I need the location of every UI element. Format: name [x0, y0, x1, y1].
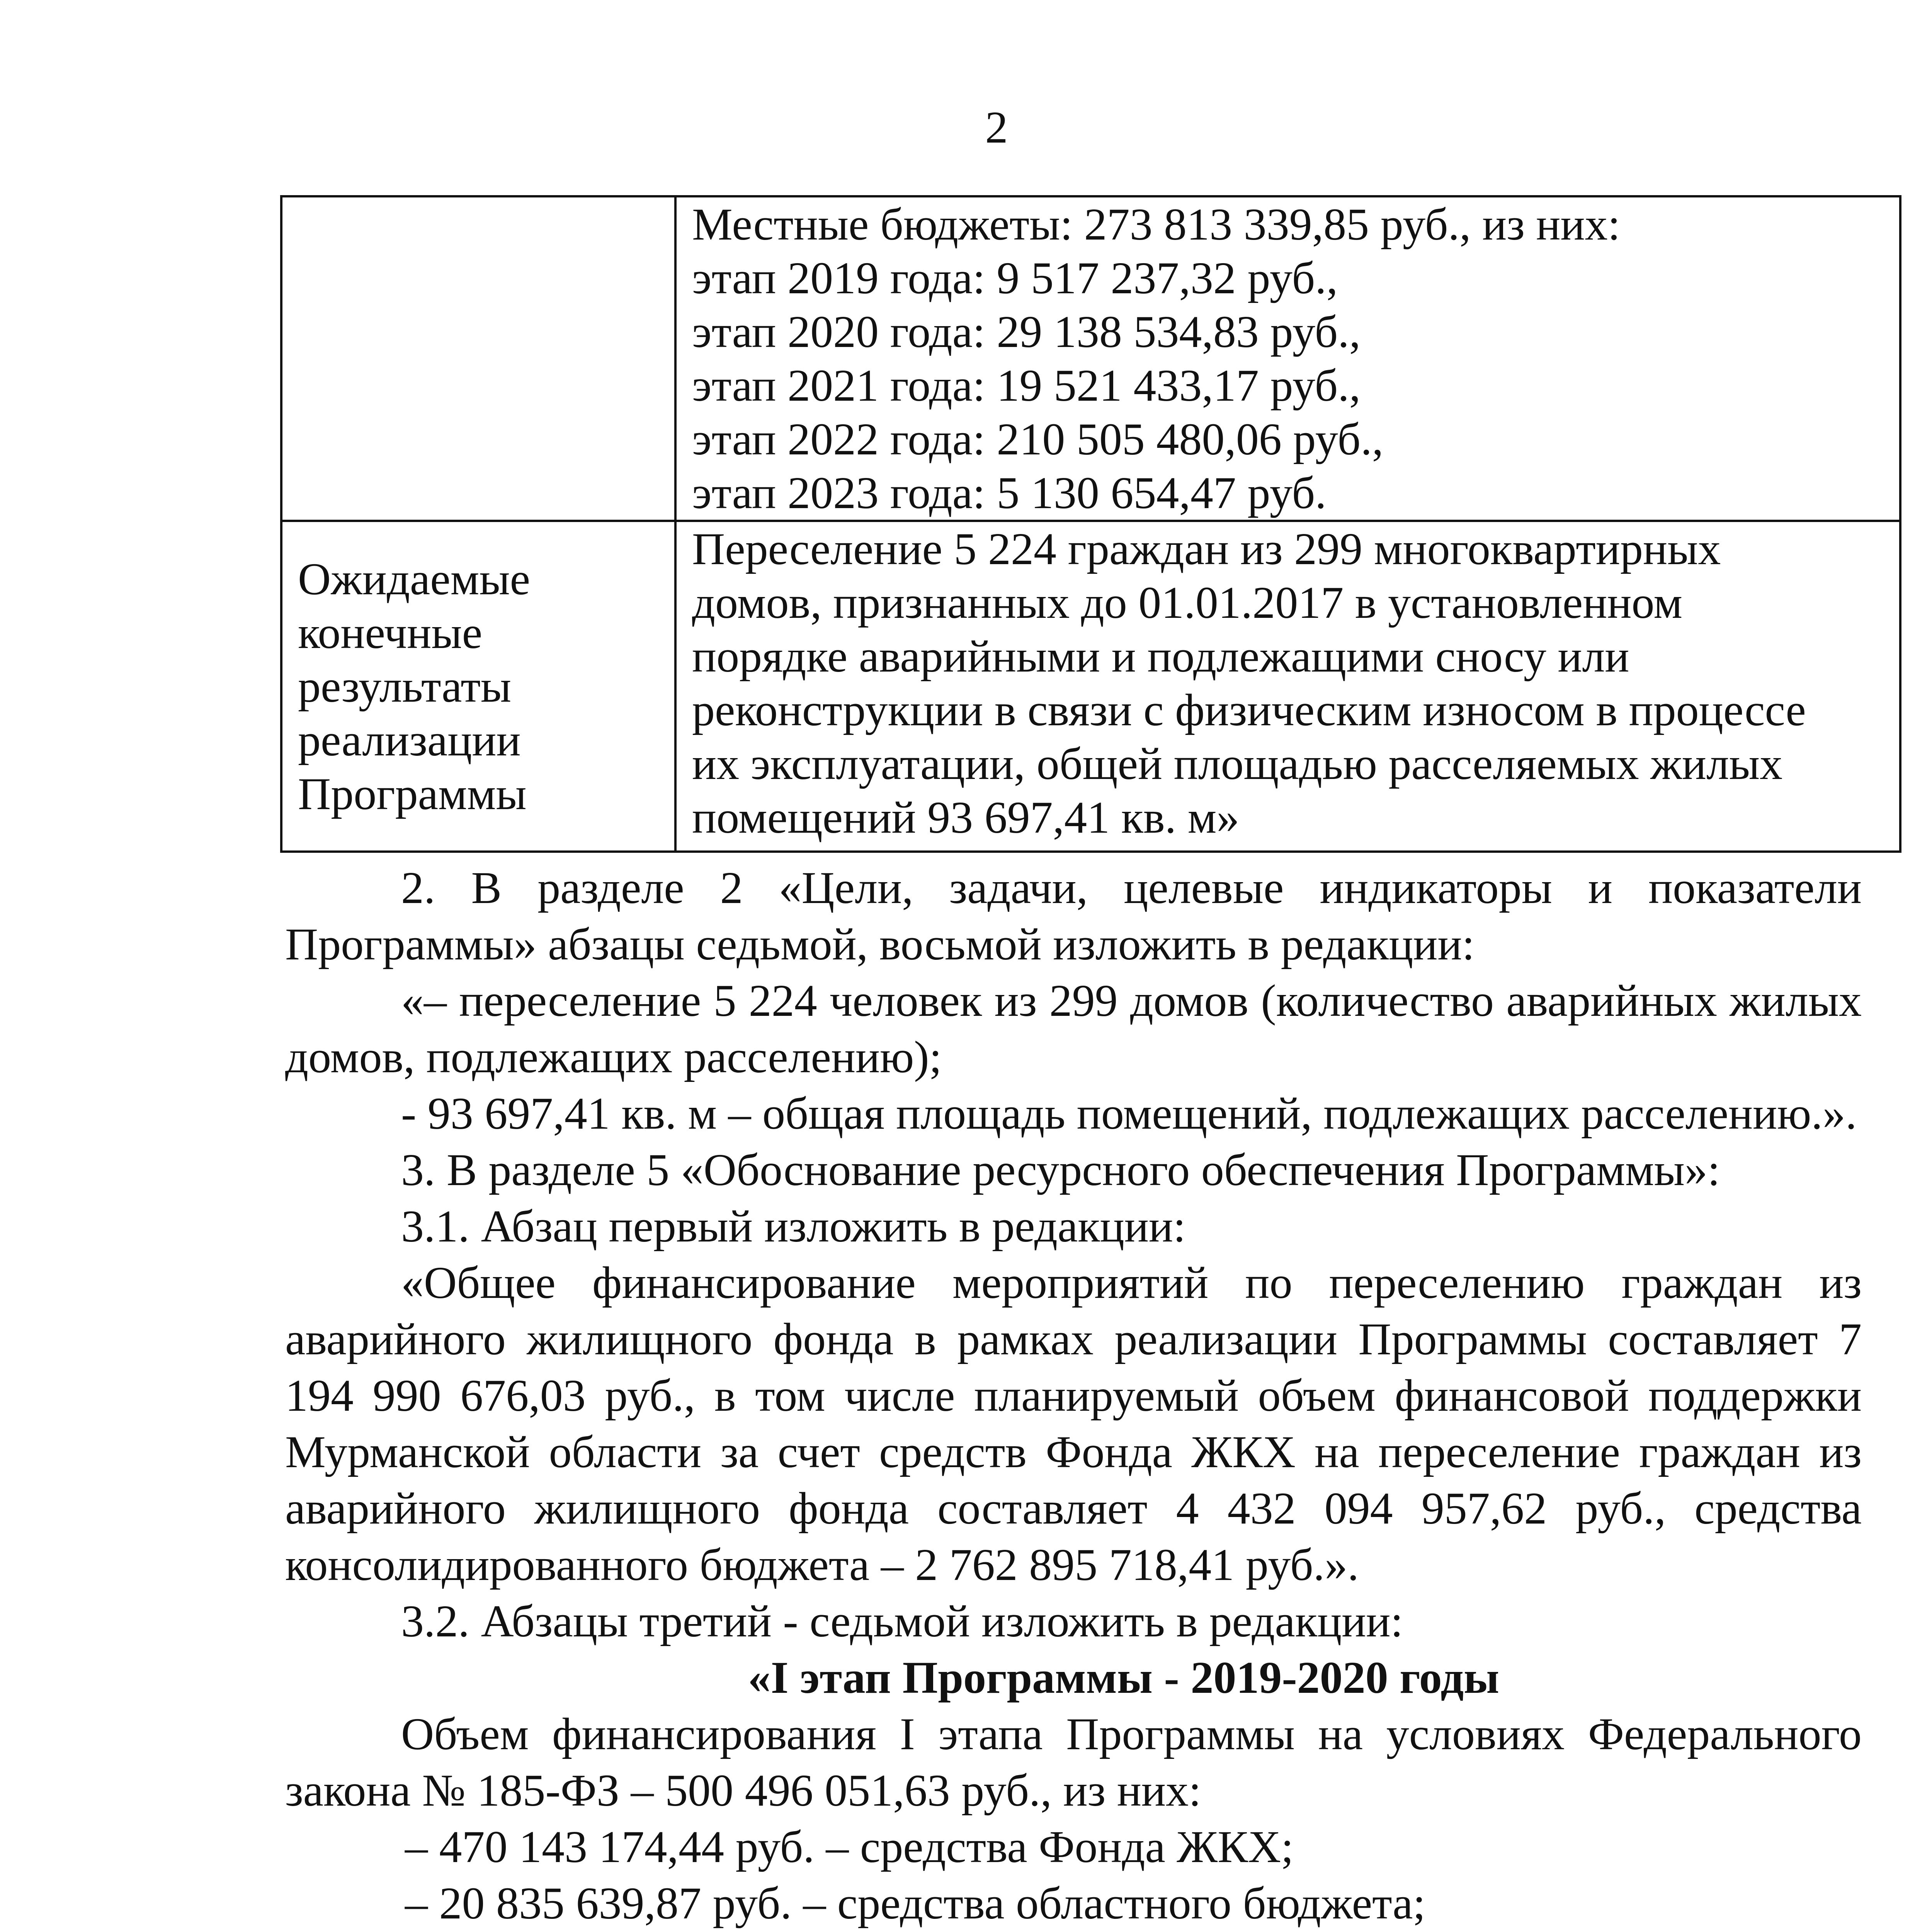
stage-2021-budget: этап 2021 года: 19 521 433,17 руб.,	[692, 360, 1361, 411]
paragraph-section-5: 3. В разделе 5 «Обоснование ресурсного обеспечения Программы»:	[401, 1145, 1720, 1195]
page-number: 2	[985, 102, 1008, 153]
stage-2019-budget: этап 2019 года: 9 517 237,32 руб.,	[692, 253, 1338, 303]
paragraph-total-area: - 93 697,41 кв. м – общая площадь помещений, подлежащих расселению.».	[401, 1088, 1857, 1139]
table-row-expected-results	[281, 521, 1900, 852]
heading-stage-1: «I этап Программы - 2019-2020 годы	[748, 1652, 1500, 1703]
document-body	[285, 860, 1862, 1932]
label-line: реализации	[298, 714, 521, 765]
empty-label-cell	[281, 196, 675, 521]
list-item: – 470 143 174,44 руб. – средства Фонда ЖКХ;	[405, 1821, 1294, 1872]
table-row-local-budgets	[281, 196, 1900, 521]
value-line: реконструкции в связи с физическим износом в процессе	[692, 685, 1806, 735]
label-line: результаты	[298, 661, 512, 712]
local-budgets-total: Местные бюджеты: 273 813 339,85 руб., из них:	[692, 199, 1621, 250]
paragraph-section-2-amendment: 2. В разделе 2 «Цели, задачи, целевые индикаторы и показатели Программы» абзацы седьмой, восьмой изложить в редакции:	[285, 862, 1862, 969]
paragraph-total-financing: «Общее финансирование мероприятий по переселению граждан из аварийного жилищного фонда в рамках реализации Программы составляет 7 194 990 676,03 руб., в том числе планируемый объем финансовой поддержки Мурманской области за счет средств Фонда ЖКХ на переселение граждан из аварийного жилищного фонда составляет 4 432 094 957,62 руб., средства консолидированного бюджета – 2 762 895 718,41 руб.».	[285, 1257, 1862, 1590]
label-line: Ожидаемые	[298, 553, 531, 604]
value-line: их эксплуатации, общей площадью расселяемых жилых	[692, 738, 1783, 789]
stage-2020-budget: этап 2020 года: 29 138 534,83 руб.,	[692, 306, 1361, 357]
expected-results-label	[281, 521, 675, 852]
paragraph-stage-1-financing: Объем финансирования I этапа Программы на условиях Федерального закона № 185-ФЗ – 500 496 051,63 руб., из них:	[285, 1709, 1862, 1816]
local-budgets-cell	[675, 196, 1900, 521]
label-line: Программы	[298, 768, 527, 819]
list-item: – 20 835 639,87 руб. – средства областного бюджета;	[405, 1878, 1426, 1929]
paragraph-resettlement-count: «– переселение 5 224 человек из 299 домов (количество аварийных жилых домов, подлежащих расселению);	[285, 975, 1862, 1082]
stage-2023-budget: этап 2023 года: 5 130 654,47 руб.	[692, 468, 1327, 518]
value-line: Переселение 5 224 граждан из 299 многоквартирных	[692, 524, 1721, 574]
label-line: конечные	[298, 607, 483, 658]
value-line: домов, признанных до 01.01.2017 в установленном	[692, 577, 1682, 628]
program-passport-table	[280, 195, 1901, 853]
expected-results-value	[675, 521, 1900, 852]
value-line: порядке аварийными и подлежащими сносу или	[692, 631, 1629, 682]
paragraph-3-1: 3.1. Абзац первый изложить в редакции:	[401, 1201, 1186, 1252]
paragraph-3-2: 3.2. Абзацы третий - седьмой изложить в редакции:	[401, 1596, 1403, 1646]
stage-2022-budget: этап 2022 года: 210 505 480,06 руб.,	[692, 414, 1384, 464]
value-line: помещений 93 697,41 кв. м»	[692, 792, 1240, 843]
